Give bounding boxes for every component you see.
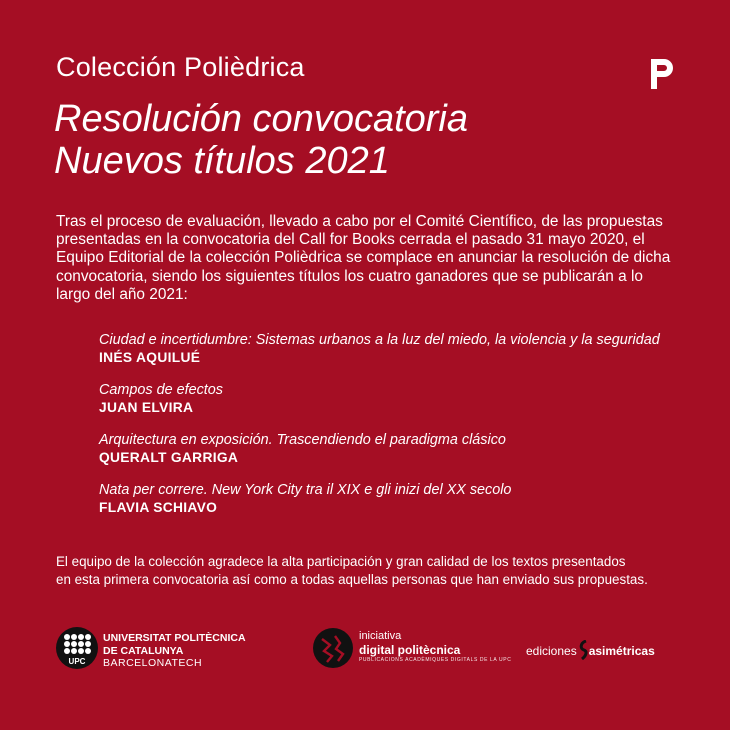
book-author: FLAVIA SCHIAVO	[99, 500, 218, 515]
book-author: QUERALT GARRIGA	[99, 450, 239, 465]
polièdrica-p-mark-icon	[651, 59, 673, 89]
title-entry	[99, 432, 699, 466]
intro-paragraph: Tras el proceso de evaluación, llevado a cabo por el Comité Científico, de las propuestas presentadas en la convocatoria del Call for Books cerrada el pasado 31 mayo 2020, el Equipo Editorial de la colección Polièdrica se complace en anunciar la resolución de dicha convocatoria, siendo los siguientes títulos los cuatro ganadores que se publicarán a lo largo del año 2021:	[56, 213, 671, 303]
idp-logo-icon	[313, 627, 353, 669]
upc-name-line-2: DE CATALUNYA	[103, 644, 184, 657]
series-title: Colección Polièdrica	[56, 52, 305, 82]
book-title: Ciudad e incertidumbre: Sistemas urbanos a la luz del miedo, la violencia y la seguridad	[99, 332, 660, 348]
thanks-line-1: El equipo de la colección agradece la alta participación y gran calidad de los textos presentados	[56, 554, 626, 569]
book-author: JUAN ELVIRA	[99, 400, 194, 415]
asimetricas-logo	[526, 640, 655, 660]
idp-name-line-1: iniciativa	[359, 630, 402, 642]
logos-footer	[0, 620, 730, 680]
title-entry	[99, 332, 699, 366]
book-title: Campos de efectos	[99, 382, 223, 398]
title-entry	[99, 482, 699, 516]
upc-logo-icon	[56, 627, 98, 669]
headline-line-2: Nuevos títulos 2021	[54, 140, 390, 182]
thanks-line-2: en esta primera convocatoria así como a todas aquellas personas que han enviado sus propuestas.	[56, 572, 648, 587]
headline	[54, 98, 468, 182]
book-title: Nata per correre. New York City tra il XIX e gli inizi del XX secolo	[99, 482, 512, 498]
titles-list	[99, 332, 699, 532]
upc-name-line-3: BARCELONATECH	[103, 657, 203, 669]
upc-name-line-1: UNIVERSITAT POLITÈCNICA	[103, 632, 246, 644]
book-author: INÉS AQUILUÉ	[99, 350, 201, 365]
thanks-paragraph	[56, 553, 676, 589]
upc-badge-text: UPC	[68, 657, 86, 666]
asimetricas-mark-icon	[578, 640, 588, 660]
idp-name-line-3: PUBLICACIONS ACADÈMIQUES DIGITALS DE LA UPC	[359, 657, 512, 663]
headline-line-1: Resolución convocatoria	[54, 98, 469, 140]
book-title: Arquitectura en exposición. Trascendiendo el paradigma clásico	[99, 432, 506, 448]
asimetricas-word-2: asimétricas	[588, 644, 655, 658]
asimetricas-word-1: ediciones	[526, 644, 577, 658]
title-entry	[99, 382, 699, 416]
idp-name-line-2: digital politècnica	[359, 643, 461, 657]
